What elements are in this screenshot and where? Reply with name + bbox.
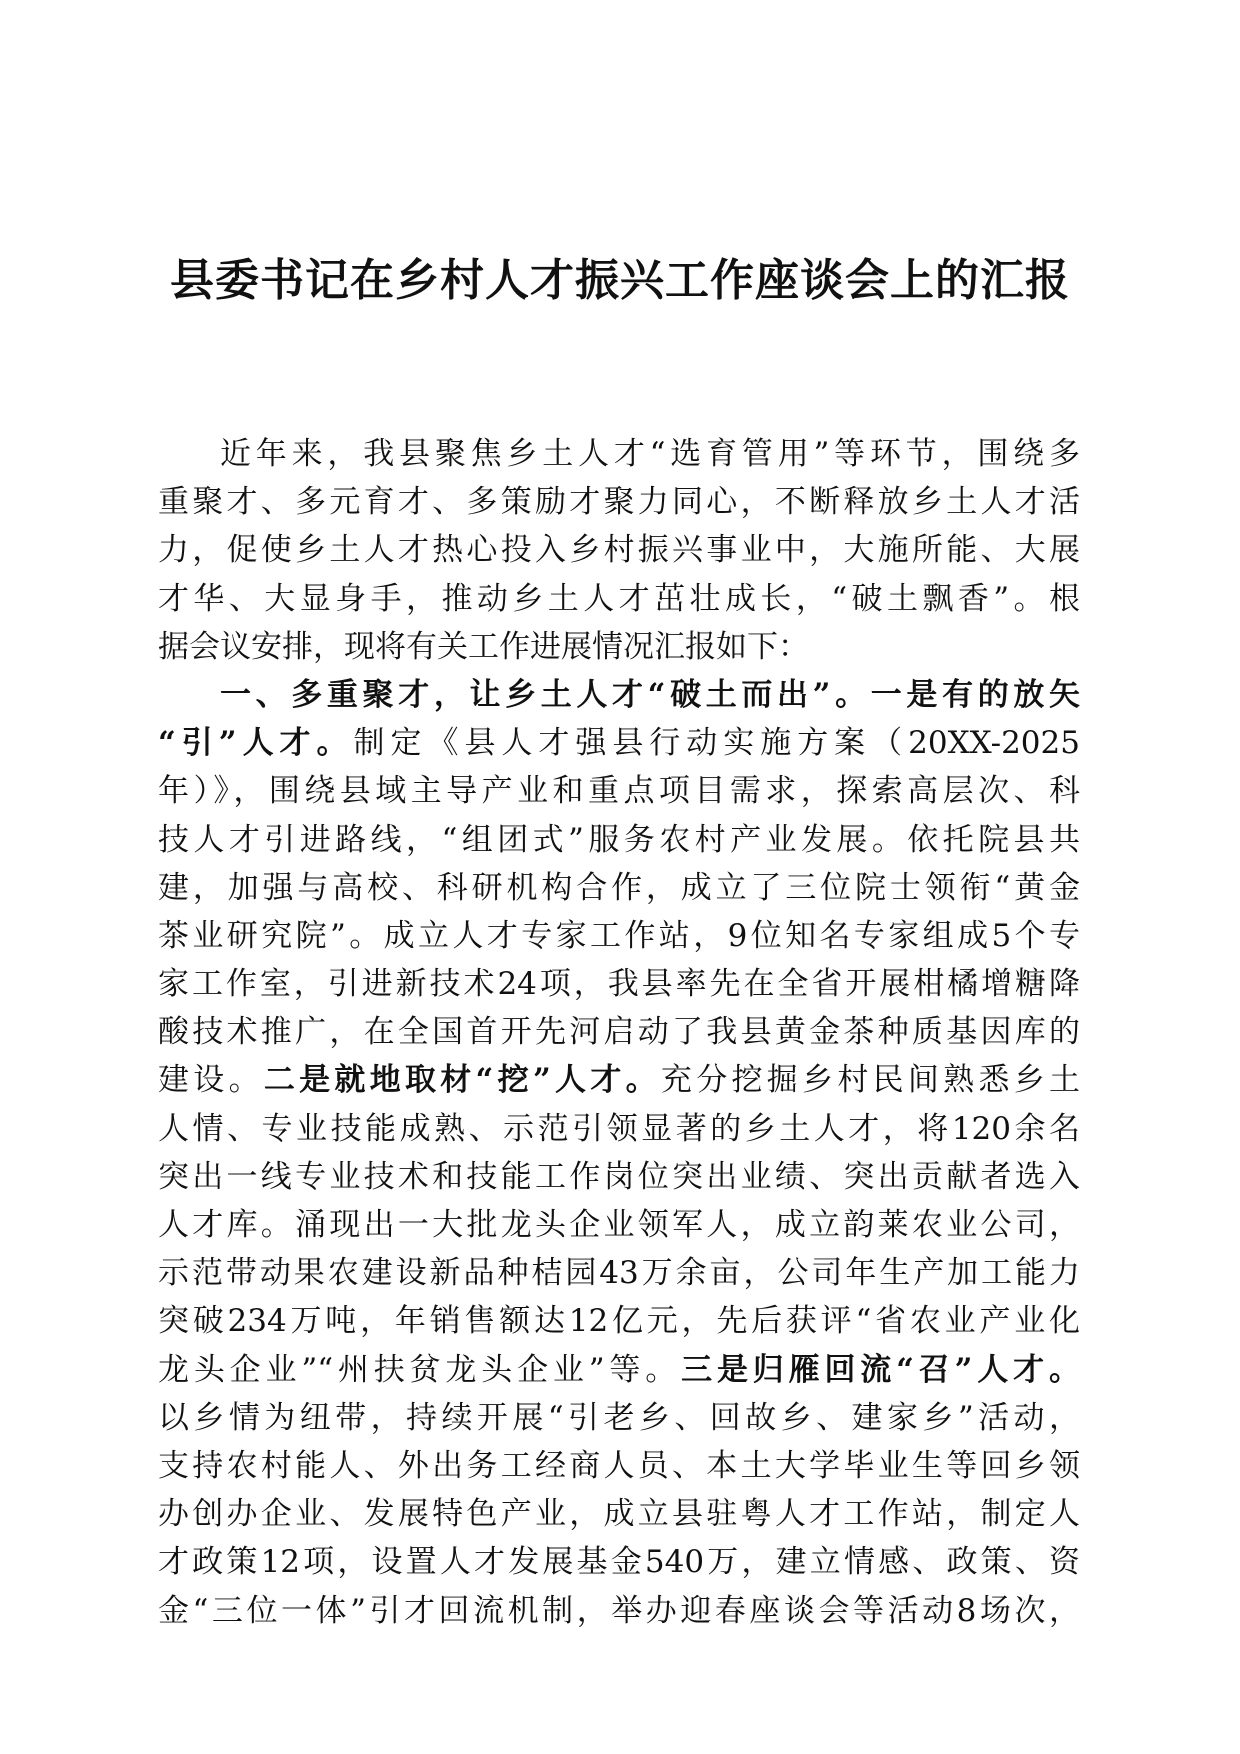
text-span: 酸技术推广，在全国首开先河启动了我县黄金茶种质基因库的	[158, 1014, 1080, 1051]
text-line	[158, 1056, 1080, 1104]
text-line	[158, 1587, 1080, 1635]
text-line	[158, 1346, 1080, 1394]
text-span: 技人才引进路线，“组团式”服务农村产业发展。依托院县共	[158, 821, 1080, 858]
section-heading: 一、多重聚才，让乡土人才“破土而出”。一是有的放矢	[220, 676, 1080, 713]
text-line	[158, 623, 1080, 671]
subheading-span: “引”人才。	[158, 725, 354, 762]
text-line	[158, 526, 1080, 574]
text-span: 办创办企业、发展特色产业，成立县驻粤人才工作站，制定人	[158, 1496, 1080, 1533]
text-span: 家工作室，引进新技术24项，我县率先在全省开展柑橘增糖降	[158, 966, 1080, 1003]
text-span: 才华、大显身手，推动乡土人才茁壮成长，“破土飘香”。根	[158, 580, 1080, 617]
text-span: 才政策12项，设置人才发展基金540万，建立情感、政策、资	[158, 1544, 1080, 1581]
text-span: 重聚才、多元育才、多策励才聚力同心，不断释放乡土人才活	[158, 484, 1080, 521]
text-span: 以乡情为纽带，持续开展“引老乡、回故乡、建家乡”活动，	[158, 1399, 1080, 1436]
text-line	[158, 816, 1080, 864]
text-span: 金“三位一体”引才回流机制，举办迎春座谈会等活动8场次，	[158, 1592, 1080, 1629]
text-span: 制定《县人才强县行动实施方案（20XX-2025	[353, 725, 1080, 762]
text-line	[158, 1153, 1080, 1201]
text-span: 突破234万吨，年销售额达12亿元，先后获评“省农业产业化	[158, 1303, 1080, 1340]
text-line	[158, 767, 1080, 815]
document-body	[158, 430, 1080, 1635]
text-span: 力，促使乡土人才热心投入乡村振兴事业中，大施所能、大展	[158, 532, 1080, 569]
text-line	[158, 912, 1080, 960]
text-span: 充分挖掘乡村民间熟悉乡土	[660, 1062, 1081, 1099]
text-line	[158, 864, 1080, 912]
text-span: 人才库。涌现出一大批龙头企业领军人，成立韵莱农业公司，	[158, 1207, 1080, 1243]
text-span: 支持农村能人、外出务工经商人员、本土大学毕业生等回乡领	[158, 1447, 1080, 1484]
document-title: 县委书记在乡村人才振兴工作座谈会上的汇报	[170, 255, 1070, 306]
text-line	[158, 1105, 1080, 1153]
text-line	[158, 1394, 1080, 1442]
text-line	[158, 719, 1080, 767]
text-span: 人情、专业技能成熟、示范引领显著的乡土人才，将120余名	[158, 1110, 1080, 1147]
text-line	[158, 478, 1080, 526]
text-span: 近年来，我县聚焦乡土人才“选育管用”等环节，围绕多	[220, 436, 1080, 472]
text-line	[158, 1008, 1080, 1056]
text-line	[158, 960, 1080, 1008]
text-line	[158, 1442, 1080, 1490]
text-span: 年）》，围绕县域主导产业和重点项目需求，探索高层次、科	[158, 773, 1080, 810]
text-span: 示范带动果农建设新品种桔园43万余亩，公司年生产加工能力	[158, 1255, 1080, 1292]
text-line	[158, 1249, 1080, 1297]
text-line	[158, 1201, 1080, 1249]
text-span: 茶业研究院”。成立人才专家工作站，9位知名专家组成5个专	[158, 917, 1080, 954]
text-span: 据会议安排，现将有关工作进展情况汇报如下：	[158, 628, 809, 665]
subheading-span: 二是就地取材“挖”人才。	[263, 1062, 661, 1099]
section-heading-line	[158, 671, 1080, 719]
text-line	[158, 575, 1080, 623]
text-span: 突出一线专业技术和技能工作岗位突出业绩、突出贡献者选入	[158, 1158, 1080, 1195]
text-line	[158, 1538, 1080, 1586]
text-span: 建设。	[158, 1062, 264, 1099]
text-span: 建，加强与高校、科研机构合作，成立了三位院士领衔“黄金	[158, 869, 1080, 906]
text-span: 龙头企业”“州扶贫龙头企业”等。	[158, 1351, 682, 1388]
text-line	[158, 1490, 1080, 1538]
subheading-span: 三是归雁回流“召”人才。	[681, 1351, 1080, 1388]
text-line	[158, 430, 1080, 478]
text-line	[158, 1297, 1080, 1345]
